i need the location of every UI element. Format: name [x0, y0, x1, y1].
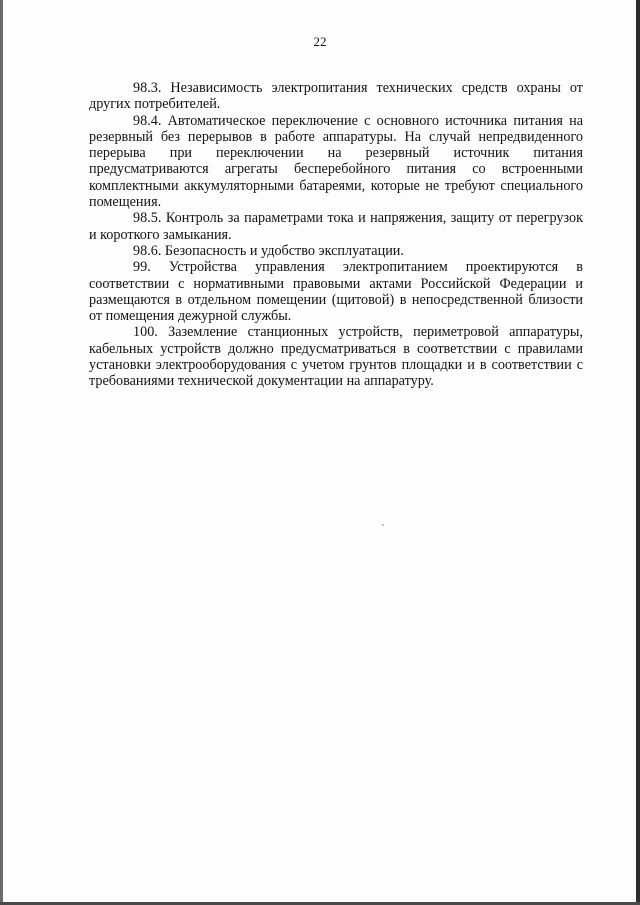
- scan-speck: [382, 524, 384, 526]
- document-body: [89, 80, 583, 390]
- scan-border-left: [0, 0, 3, 905]
- paragraph-100: 100. Заземление станционных устройств, периметровой аппаратуры, кабельных устройств должно предусматриваться в соответствии с правилами установки электрооборудования с учетом грунтов площадки и в соответствии с требованиями технической документации на аппаратуру.: [89, 324, 583, 390]
- paragraph-98-5: 98.5. Контроль за параметрами тока и напряжения, защиту от перегрузок и короткого замыкания.: [89, 210, 583, 243]
- paragraph-98-6: 98.6. Безопасность и удобство эксплуатации.: [133, 242, 404, 259]
- paragraph-98-4: 98.4. Автоматическое переключение с основного источника питания на резервный без перерывов в работе аппаратуры. На случай непредвиденного перерыва при переключении на резервный источник питания предусматриваются агрегаты бесперебойного питания со встроенными комплектными аккумуляторными батареями, которые не требуют специального помещения.: [89, 112, 583, 211]
- paragraph-99: 99. Устройства управления электропитанием проектируются в соответствии с нормативными правовыми актами Российской Федерации и размещаются в отдельном помещении (щитовой) в непосредственной близости от помещения дежурной службы.: [89, 259, 583, 325]
- page-number: 22: [313, 34, 327, 49]
- paragraph-98-3: 98.3. Независимость электропитания технических средств охраны от других потребителей.: [89, 80, 583, 113]
- scan-border-right: [636, 0, 640, 905]
